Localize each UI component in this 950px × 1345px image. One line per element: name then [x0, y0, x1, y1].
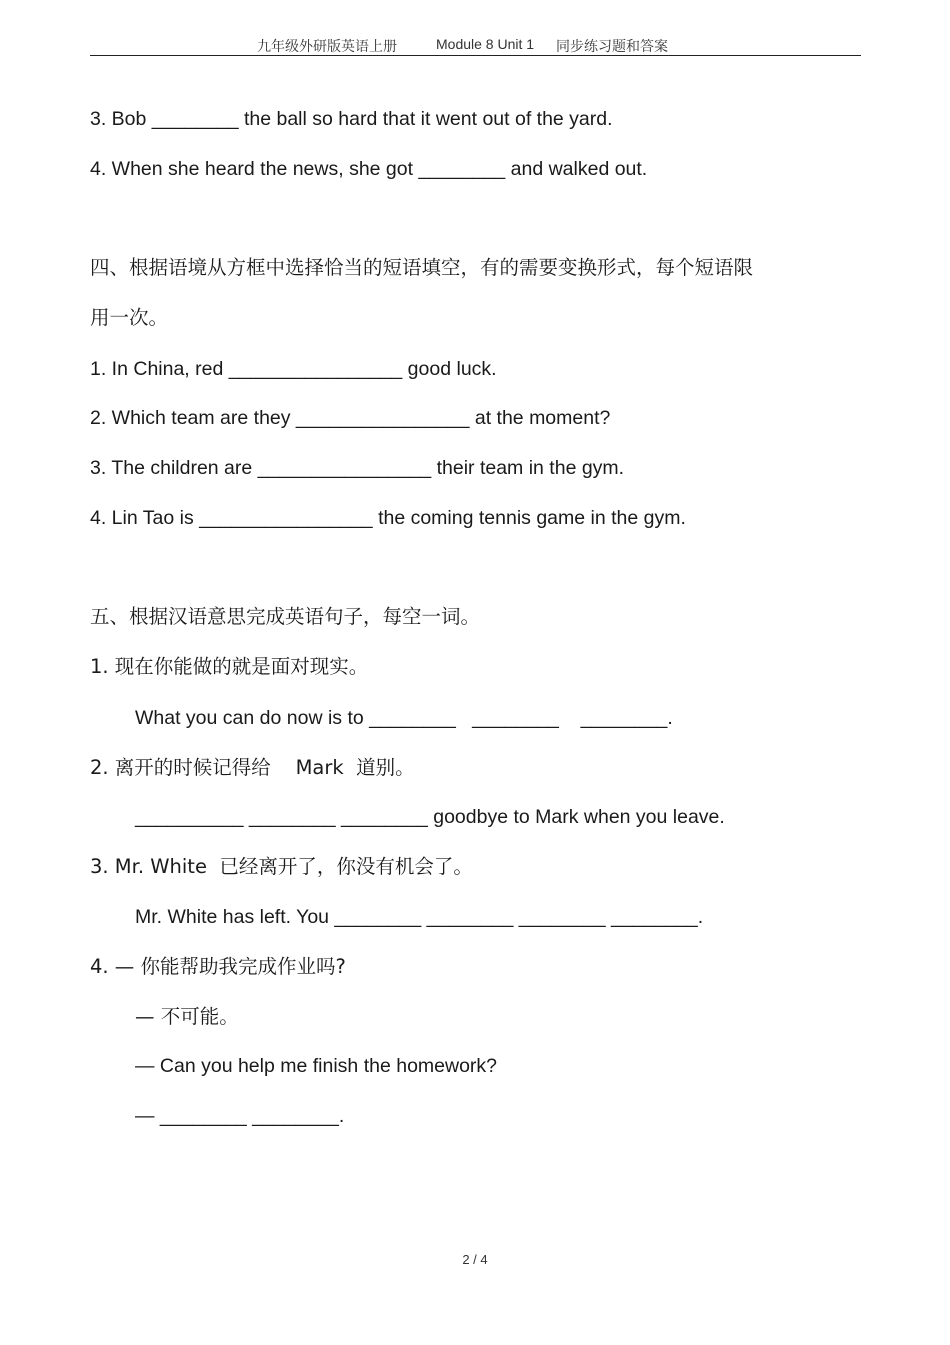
- section5-item-2-cn: 2. 离开的时候记得给 Mark 道别。: [90, 756, 415, 779]
- header-title: 九年级外研版英语上册: [257, 39, 397, 55]
- header-subtitle: 同步练习题和答案: [556, 39, 668, 55]
- section4-heading-cont: 用一次。: [90, 306, 169, 329]
- section4-item-4: 4. Lin Tao is ________________ the coming tennis game in the gym.: [90, 507, 686, 529]
- section5-heading: 五、根据汉语意思完成英语句子，每空一词。: [90, 605, 481, 628]
- section5-item-4-cn-answer: — 不可能。: [135, 1005, 239, 1028]
- exercise-item-3: 3. Bob ________ the ball so hard that it went out of the yard.: [90, 108, 613, 130]
- section4-item-2: 2. Which team are they ________________ at the moment?: [90, 407, 611, 429]
- section5-item-2-en: __________ ________ ________ goodbye to Mark when you leave.: [135, 806, 725, 828]
- section5-item-4-en-answer: — ________ ________.: [135, 1105, 345, 1127]
- section5-item-4-en: — Can you help me finish the homework?: [135, 1055, 498, 1077]
- section5-item-3-en: Mr. White has left. You ________ ________ ________ ________.: [135, 906, 704, 928]
- page-header: [90, 34, 861, 56]
- header-unit: Module 8 Unit 1: [436, 36, 535, 52]
- section5-item-4-cn: 4. — 你能帮助我完成作业吗?: [90, 955, 346, 978]
- section4-heading: 四、根据语境从方框中选择恰当的短语填空，有的需要变换形式，每个短语限: [90, 256, 754, 279]
- section5-item-1-en: What you can do now is to ________ ________ ________.: [135, 707, 673, 729]
- exercise-item-4: 4. When she heard the news, she got ________ and walked out.: [90, 158, 648, 180]
- page-number: 2 / 4: [462, 1252, 488, 1267]
- section4-item-3: 3. The children are ________________ their team in the gym.: [90, 457, 625, 479]
- section5-item-1-cn: 1. 现在你能做的就是面对现实。: [90, 655, 369, 678]
- section5-item-3-cn: 3. Mr. White 已经离开了，你没有机会了。: [90, 855, 473, 878]
- section4-item-1: 1. In China, red ________________ good luck.: [90, 358, 497, 380]
